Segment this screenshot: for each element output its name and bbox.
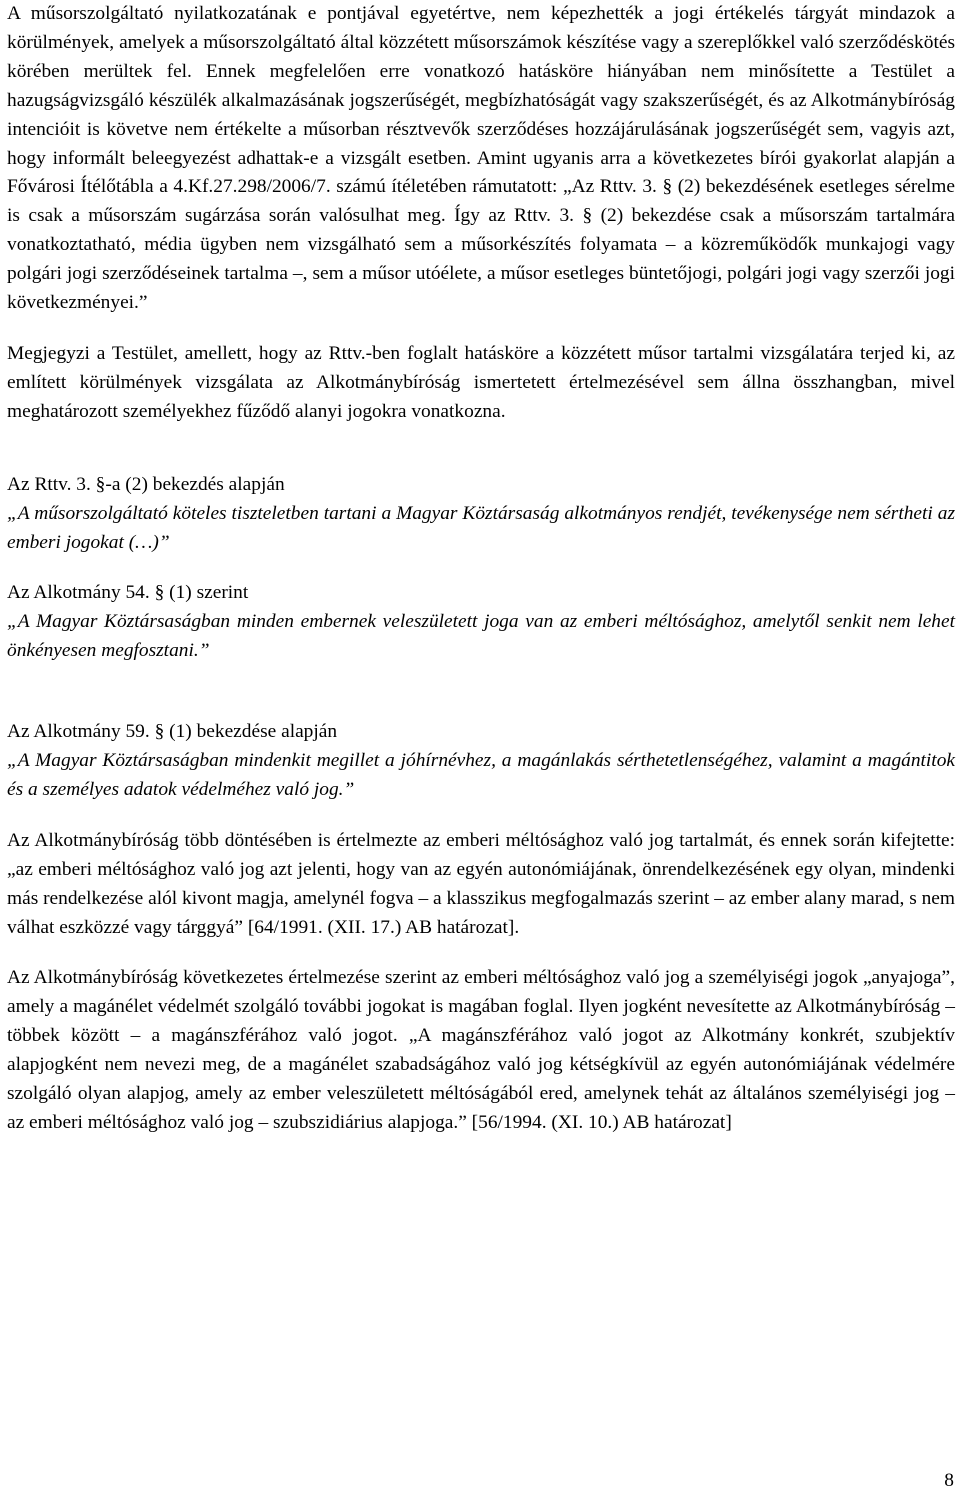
document-page [7,0,955,1138]
citation-block [7,471,955,558]
citation-reference: Az Rttv. 3. §-a (2) bekezdés alapján [7,473,285,495]
citation-block [7,579,955,666]
body-paragraph: A műsorszolgáltató nyilatkozatának e pontjával egyetértve, nem képezhették a jogi értékelés tárgyát mindazok a körülmények, amelyek a műsorszolgáltató által közzétett műsorszámok készítése vagy a szereplőkkel való szerződéskötés körében merültek fel. Ennek megfelelően erre vonatkozó hatásköre hiányában nem minősítette a Testület a hazugságvizsgáló készülék alkalmazásának jogszerűségét, megbízhatóságát vagy szakszerűségét, és az Alkotmánybíróság intencióit is követve nem értékelte a műsorban résztvevők szerződéses hozzájárulásának jogszerűségét sem, vagyis azt, hogy informált beleegyezést adhattak-e a vizsgált esetben. Amint ugyanis arra a következetes bírói gyakorlat alapján a Fővárosi Ítélőtábla a 4.Kf.27.298/2006/7. számú ítéletében rámutatott: „Az Rttv. 3. § (2) bekezdésének esetleges sérelme is csak a műsorszám sugárzása során valósulhat meg. Így az Rttv. 3. § (2) bekezdése csak a műsorszám tartalmára vonatkoztatható, média ügyben nem vizsgálható sem a műsorkészítés folyamata – a közreműködők munkajogi vagy polgári jogi szerződéseinek tartalma –, sem a műsor utóélete, a műsor esetleges büntetőjogi, polgári jogi vagy szerzői jogi következményei.” [7,3,955,314]
citation-quote: „A Magyar Köztársaságban mindenkit megillet a jóhírnévhez, a magánlakás sérthetetlenségéhez, valamint a magántitok és a személyes adatok védelméhez való jog.” [7,750,955,800]
body-paragraph: Az Alkotmánybíróság következetes értelmezése szerint az emberi méltósághoz való jog a személyiségi jogok „anyajoga”, amely a magánélet védelmét szolgáló további jogokat is magában foglal. Ilyen jogként nevesítette az Alkotmánybíróság – többek között – a magánszférához való jogot. „A magánszférához való jogot az Alkotmány konkrét, szubjektív alapjogként nem nevezi meg, de a magánélet szabadságához való jog kétségkívül az egyén autonómiájának védelmére szolgáló olyan alapjog, amely az ember veleszületett méltóságából ered, amelynek tehát az általános személyiségi jog – az emberi méltósághoz való jog – szubszidiárius alapjoga.” [56/1994. (XI. 10.) AB határozat] [7,967,955,1133]
citation-quote: „A Magyar Köztársaságban minden embernek veleszületett joga van az emberi méltósághoz, amelytől senkit nem lehet önkényesen megfosztani.” [7,611,955,662]
citation-block [7,718,955,805]
page-number: 8 [944,1470,954,1491]
body-paragraph: Az Alkotmánybíróság több döntésében is értelmezte az emberi méltósághoz való jog tartalmát, és ennek során kifejtette: „az emberi méltósághoz való jog azt jelenti, hogy van az egyén autonómiájának, önrendelkezésének egy olyan, mindenki más rendelkezése alól kivont magja, amelynél fogva – a klasszikus megfogalmazás szerint – az ember alany marad, s nem válhat eszközzé vagy tárggyá” [64/1991. (XII. 17.) AB határozat]. [7,829,955,938]
body-paragraph: Megjegyzi a Testület, amellett, hogy az Rttv.-ben foglalt hatásköre a közzétett műsor tartalmi vizsgálatára terjed ki, az említett körülmények vizsgálata az Alkotmánybíróság ismertetett értelmezésével sem állna összhangban, mivel meghatározott személyekhez fűződő alanyi jogokra vonatkozna. [7,342,955,422]
citation-reference: Az Alkotmány 59. § (1) bekezdése alapján [7,721,338,743]
citation-reference: Az Alkotmány 54. § (1) szerint [7,582,249,604]
citation-quote: „A műsorszolgáltató köteles tiszteletben tartani a Magyar Köztársaság alkotmányos rendjét, tevékenysége nem sértheti az emberi jogokat (…)” [7,502,955,553]
